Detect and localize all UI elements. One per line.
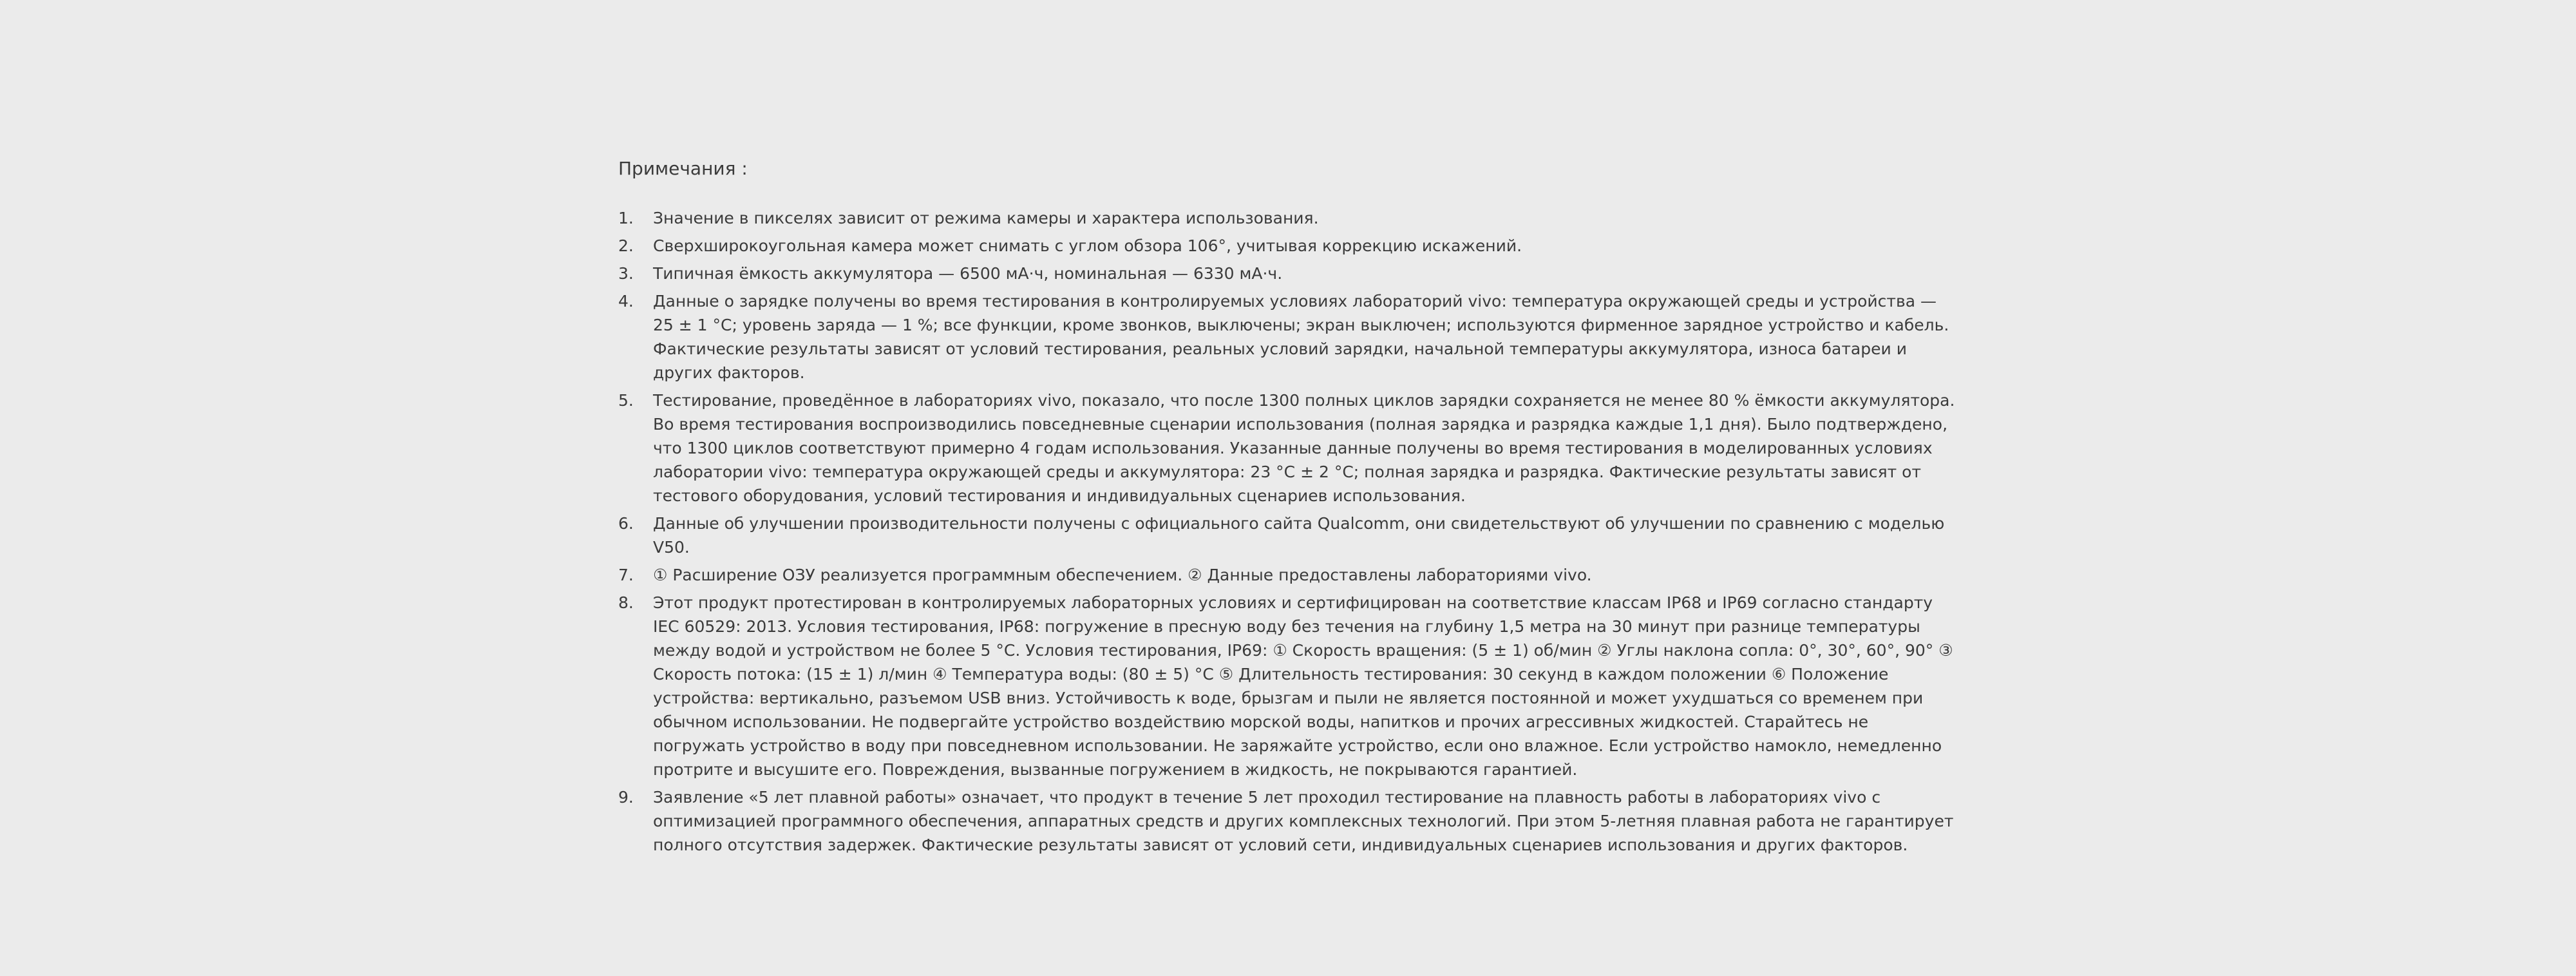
note-item (618, 289, 1958, 385)
note-item (618, 512, 1958, 559)
note-text: Тестирование, проведённое в лабораториях vivo, показало, что после 1300 полных циклов зарядки сохраняется не менее 80 % ёмкости аккумулятора. Во время тестирования воспроизводились повседневные сценарии использования (полная зарядка и разрядка каждые 1,1 дня). Было подтверждено, что 1300 циклов соответствуют примерно 4 годам использования. Указанные данные получены во время тестирования в моделированных условиях лаборатории vivo: температура окружающей среды и аккумулятора: 23 °C ± 2 °C; полная зарядка и разрядка. Фактические результаты зависят от тестового оборудования, условий тестирования и индивидуальных сценариев использования. (653, 391, 1955, 505)
notes-list (618, 206, 1958, 857)
note-number: 4. (618, 292, 634, 311)
note-number: 9. (618, 788, 634, 807)
note-text: ① Расширение ОЗУ реализуется программным обеспечением. ② Данные предоставлены лабораториями vivo. (653, 566, 1592, 584)
note-text: Заявление «5 лет плавной работы» означает, что продукт в течение 5 лет проходил тестирование на плавность работы в лабораториях vivo с оптимизацией программного обеспечения, аппаратных средств и других комплексных технологий. При этом 5-летняя плавная работа не гарантирует полного отсутствия задержек. Фактические результаты зависят от условий сети, индивидуальных сценариев использования и других факторов. (653, 788, 1954, 854)
note-number: 7. (618, 566, 634, 584)
note-number: 8. (618, 593, 634, 612)
note-number: 3. (618, 264, 634, 283)
note-number: 2. (618, 236, 634, 255)
note-text: Сверхширокоугольная камера может снимать с углом обзора 106°, учитывая коррекцию искажений. (653, 236, 1522, 255)
note-item (618, 234, 1958, 258)
note-text: Данные о зарядке получены во время тестирования в контролируемых условиях лабораторий vivo: температура окружающей среды и устройства — 25 ± 1 °C; уровень заряда — 1 %; все функции, кроме звонков, выключены; экран выключен; используются фирменное зарядное устройство и кабель. Фактические результаты зависят от условий тестирования, реальных условий зарядки, начальной температуры аккумулятора, износа батареи и других факторов. (653, 292, 1949, 382)
note-text: Значение в пикселях зависит от режима камеры и характера использования. (653, 209, 1319, 227)
note-item (618, 591, 1958, 781)
note-item (618, 563, 1958, 587)
notes-title: Примечания : (618, 158, 748, 179)
note-text: Данные об улучшении производительности получены с официального сайта Qualcomm, они свидетельствуют об улучшении по сравнению с моделью V50. (653, 514, 1945, 557)
note-number: 1. (618, 209, 634, 227)
note-item (618, 206, 1958, 230)
note-item (618, 785, 1958, 857)
note-item (618, 388, 1958, 508)
note-number: 5. (618, 391, 634, 410)
note-text: Этот продукт протестирован в контролируемых лабораторных условиях и сертифицирован на соответствие классам IP68 и IP69 согласно стандарту IEC 60529: 2013. Условия тестирования, IP68: погружение в пресную воду без течения на глубину 1,5 метра на 30 минут при разнице температуры между водой и устройством не более 5 °C. Условия тестирования, IP69: ① Скорость вращения: (5 ± 1) об/мин ② Углы наклона сопла: 0°, 30°, 60°, 90° ③ Скорость потока: (15 ± 1) л/мин ④ Температура воды: (80 ± 5) °C ⑤ Длительность тестирования: 30 секунд в каждом положении ⑥ Положение устройства: вертикально, разъемом USB вниз. Устойчивость к воде, брызгам и пыли не является постоянной и может ухудшаться со временем при обычном использовании. Не подвергайте устройство воздействию морской воды, напитков и прочих агрессивных жидкостей. Старайтесь не погружать устройство в воду при повседневном использовании. Не заряжайте устройство, если оно влажное. Если устройство намокло, немедленно протрите и высушите его. Повреждения, вызванные погружением в жидкость, не покрываются гарантией. (653, 593, 1953, 779)
notes-section (618, 156, 1958, 861)
note-item (618, 262, 1958, 285)
note-text: Типичная ёмкость аккумулятора — 6500 мА·ч, номинальная — 6330 мА·ч. (653, 264, 1283, 283)
note-number: 6. (618, 514, 634, 533)
